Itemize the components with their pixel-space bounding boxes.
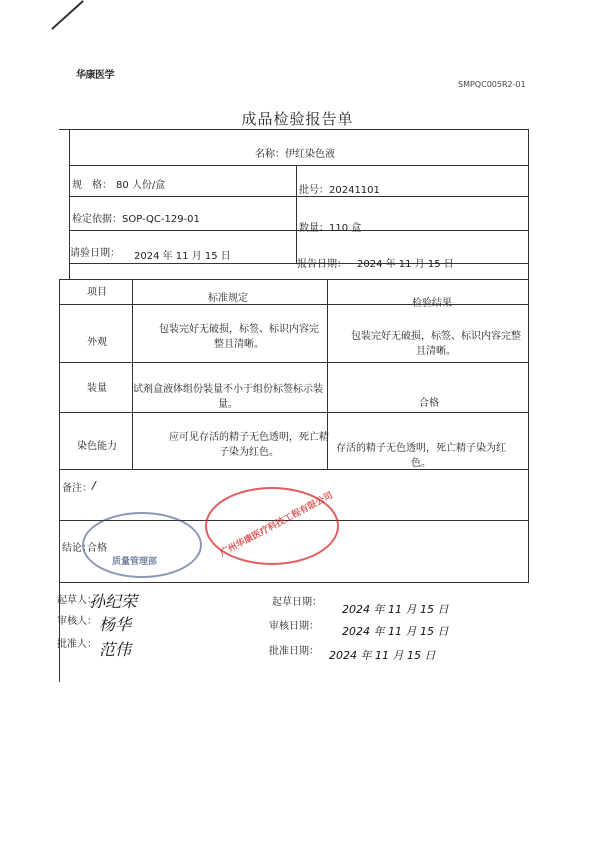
row-volume-result: 合格 bbox=[419, 398, 439, 409]
name-value: 伊红染色液 bbox=[285, 149, 335, 160]
department-seal-text: 质量管理部 bbox=[112, 557, 158, 567]
document-number: SMPQC005R2-01 bbox=[458, 80, 526, 89]
row-volume-standard: 试剂盒液体组份装量不小于组份标签标示装量。 bbox=[133, 384, 323, 410]
basis-label: 检定依据： bbox=[72, 214, 122, 225]
company-seal-text: 广州华康医疗科技工程有限公司 bbox=[218, 490, 335, 559]
header-item: 项目 bbox=[87, 287, 107, 298]
basis-value: SOP-QC-129-01 bbox=[122, 214, 200, 225]
company-seal bbox=[205, 487, 339, 565]
name-label: 名称： bbox=[255, 149, 285, 160]
row-appearance-standard: 包装完好无破损，标签、标识内容完整且清晰。 bbox=[159, 324, 319, 350]
approver-label: 批准人： bbox=[57, 639, 97, 650]
row-volume-item: 装量 bbox=[87, 383, 107, 394]
spec-value: 80 人份/盒 bbox=[116, 180, 166, 191]
row-staining-result: 存活的精子无色透明，死亡精子染为红色。 bbox=[336, 443, 506, 469]
approve-date-value: 2024 年 11 月 15 日 bbox=[329, 649, 436, 662]
header-standard: 标准规定 bbox=[208, 293, 248, 304]
company-logo: 华康医学 bbox=[76, 70, 114, 81]
conclusion-value: 合格 bbox=[87, 543, 107, 554]
page-title: 成品检验报告单 bbox=[241, 110, 354, 128]
reviewer-label: 审核人： bbox=[57, 616, 97, 627]
inspect-date-value: 2024 年 11 月 15 日 bbox=[134, 251, 231, 262]
row-appearance-result: 包装完好无破损，标签、标识内容完整且清晰。 bbox=[351, 331, 521, 357]
spec-label: 规 格： bbox=[72, 180, 112, 191]
row-appearance-item: 外观 bbox=[87, 337, 107, 348]
report-date-value: 2024 年 11 月 15 日 bbox=[357, 259, 454, 270]
remarks-value: / bbox=[92, 479, 96, 492]
conclusion-label: 结论： bbox=[62, 543, 92, 554]
review-date-label: 审核日期： bbox=[269, 621, 319, 632]
header-result: 检验结果 bbox=[412, 298, 452, 309]
scan-mark bbox=[51, 0, 84, 30]
draft-date-value: 2024 年 11 月 15 日 bbox=[342, 603, 449, 616]
inspection-form bbox=[59, 129, 529, 682]
approver-signature: 范伟 bbox=[99, 640, 132, 659]
inspect-date-label: 请验日期： bbox=[70, 248, 120, 259]
batch-label: 批号： bbox=[299, 185, 329, 196]
remarks-label: 备注： bbox=[62, 483, 92, 494]
quantity-value: 110 盒 bbox=[329, 223, 362, 234]
reviewer-signature: 杨华 bbox=[99, 615, 132, 634]
draft-date-label: 起草日期： bbox=[272, 597, 322, 608]
row-staining-item: 染色能力 bbox=[77, 441, 117, 452]
report-date-label: 报告日期： bbox=[297, 259, 347, 270]
row-staining-standard: 应可见存活的精子无色透明，死亡精子染为红色。 bbox=[169, 432, 329, 458]
drafter-label: 起草人： bbox=[57, 595, 97, 606]
department-seal bbox=[82, 512, 202, 578]
drafter-signature: 孙纪荣 bbox=[89, 592, 138, 611]
quantity-label: 数量： bbox=[299, 223, 329, 234]
approve-date-label: 批准日期： bbox=[269, 646, 319, 657]
batch-value: 20241101 bbox=[329, 185, 380, 196]
review-date-value: 2024 年 11 月 15 日 bbox=[342, 625, 449, 638]
